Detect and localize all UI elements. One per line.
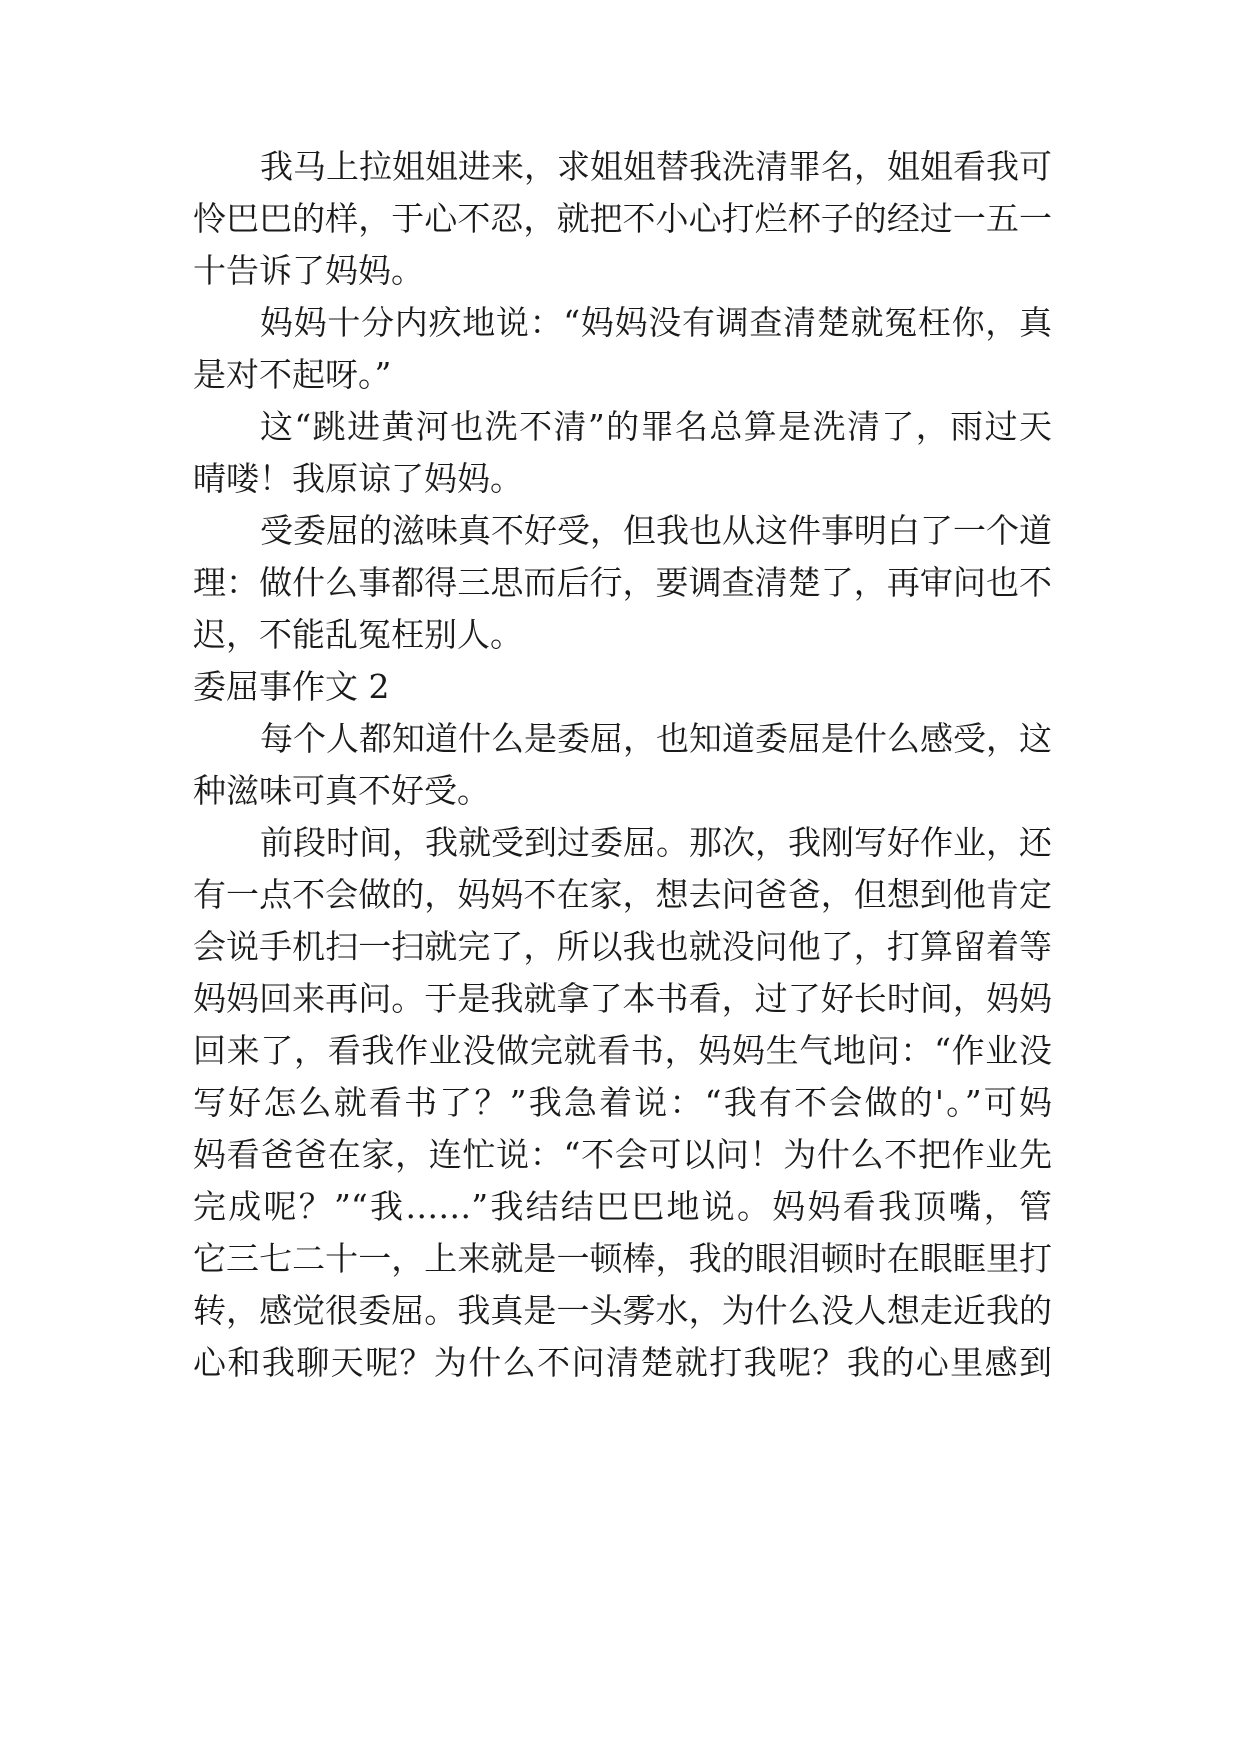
- section-heading: 委屈事作文 2: [193, 667, 390, 706]
- paragraph-line: 受委屈的滋味真不好受，但我也从这件事明白了一个道: [260, 511, 1052, 550]
- paragraph-line: 妈看爸爸在家，连忙说：“不会可以问！为什么不把作业先: [193, 1135, 1052, 1174]
- paragraph-line: 种滋味可真不好受。: [193, 771, 490, 810]
- paragraph-line: 怜巴巴的样，于心不忍，就把不小心打烂杯子的经过一五一: [193, 199, 1052, 238]
- paragraph-line: 理：做什么事都得三思而后行，要调查清楚了，再审问也不: [193, 563, 1052, 602]
- paragraph-line: 这“跳进黄河也洗不清”的罪名总算是洗清了，雨过天: [260, 407, 1052, 446]
- paragraph-line: 完成呢？”“我……”我结结巴巴地说。妈妈看我顶嘴，管: [193, 1187, 1052, 1226]
- paragraph-line: 迟，不能乱冤枉别人。: [193, 615, 523, 654]
- paragraph-line: 晴喽！我原谅了妈妈。: [193, 459, 523, 498]
- paragraph-line: 我马上拉姐姐进来，求姐姐替我洗清罪名，姐姐看我可: [260, 147, 1052, 186]
- paragraph-line: 每个人都知道什么是委屈，也知道委屈是什么感受，这: [260, 719, 1052, 758]
- paragraph-line: 妈妈回来再问。于是我就拿了本书看，过了好长时间，妈妈: [193, 979, 1052, 1018]
- paragraph-line: 是对不起呀。”: [193, 355, 392, 394]
- paragraph-line: 转，感觉很委屈。我真是一头雾水，为什么没人想走近我的: [193, 1291, 1052, 1330]
- paragraph-line: 会说手机扫一扫就完了，所以我也就没问他了，打算留着等: [193, 927, 1052, 966]
- paragraph-line: 有一点不会做的，妈妈不在家，想去问爸爸，但想到他肯定: [193, 875, 1052, 914]
- paragraph-line: 十告诉了妈妈。: [193, 251, 424, 290]
- paragraph-line: 前段时间，我就受到过委屈。那次，我刚写好作业，还: [260, 823, 1052, 862]
- paragraph-line: 妈妈十分内疚地说：“妈妈没有调查清楚就冤枉你，真: [260, 303, 1052, 342]
- paragraph-line: 它三七二十一，上来就是一顿棒，我的眼泪顿时在眼眶里打: [193, 1239, 1052, 1278]
- paragraph-line: 写好怎么就看书了？”我急着说：“我有不会做的'。”可妈: [193, 1083, 1052, 1122]
- paragraph-line: 心和我聊天呢？为什么不问清楚就打我呢？我的心里感到: [193, 1343, 1052, 1382]
- paragraph-line: 回来了，看我作业没做完就看书，妈妈生气地问：“作业没: [193, 1031, 1052, 1070]
